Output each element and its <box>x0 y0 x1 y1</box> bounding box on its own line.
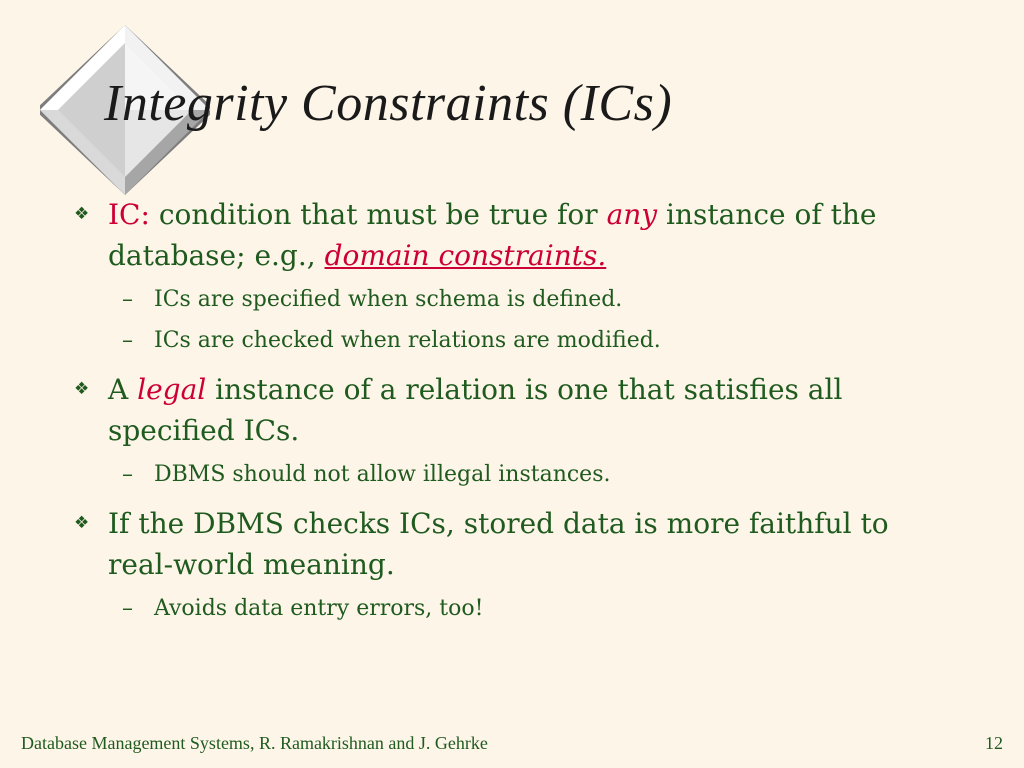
diamond-bullet-icon: ❖ <box>74 513 90 533</box>
emphasis-any: any <box>606 198 658 231</box>
bullet-ic-definition <box>72 194 952 276</box>
footer-citation: Database Management Systems, R. Ramakrishnan and J. Gehrke <box>21 733 488 753</box>
sub-bullet <box>72 588 952 629</box>
emphasis-legal: legal <box>137 373 207 406</box>
dash-icon: – <box>122 287 133 312</box>
slide-content <box>72 194 952 637</box>
sub-list <box>72 454 952 495</box>
slide-title: Integrity Constraints (ICs) <box>104 75 673 132</box>
diamond-bullet-icon: ❖ <box>74 204 90 224</box>
bullet-dbms-checks <box>72 503 952 585</box>
sub-bullet-text: ICs are specified when schema is defined. <box>154 287 623 312</box>
bullet-text: condition that must be true for <box>149 198 607 231</box>
sub-bullet <box>72 279 952 320</box>
bullet-text: instance of the database; e.g., <box>108 198 877 272</box>
dash-icon: – <box>122 328 133 353</box>
sub-bullet <box>72 320 952 361</box>
sub-bullet-text: DBMS should not allow illegal instances. <box>154 462 611 487</box>
sub-bullet <box>72 454 952 495</box>
bullet-text: instance of a relation is one that satisfies all specified ICs. <box>108 373 843 447</box>
bullet-text: A <box>108 373 138 406</box>
sub-list <box>72 279 952 361</box>
diamond-bullet-icon: ❖ <box>74 379 90 399</box>
sub-list <box>72 588 952 629</box>
page-number: 12 <box>985 733 1003 753</box>
ic-prefix: IC: <box>108 198 150 231</box>
sub-bullet-text: Avoids data entry errors, too! <box>154 596 484 621</box>
sub-bullet-text: ICs are checked when relations are modified. <box>154 328 661 353</box>
domain-constraints-link[interactable]: domain constraints. <box>324 239 607 272</box>
bullet-text: If the DBMS checks ICs, stored data is more faithful to real-world meaning. <box>108 507 889 581</box>
bullet-legal-instance <box>72 369 952 451</box>
dash-icon: – <box>122 462 133 487</box>
dash-icon: – <box>122 596 133 621</box>
